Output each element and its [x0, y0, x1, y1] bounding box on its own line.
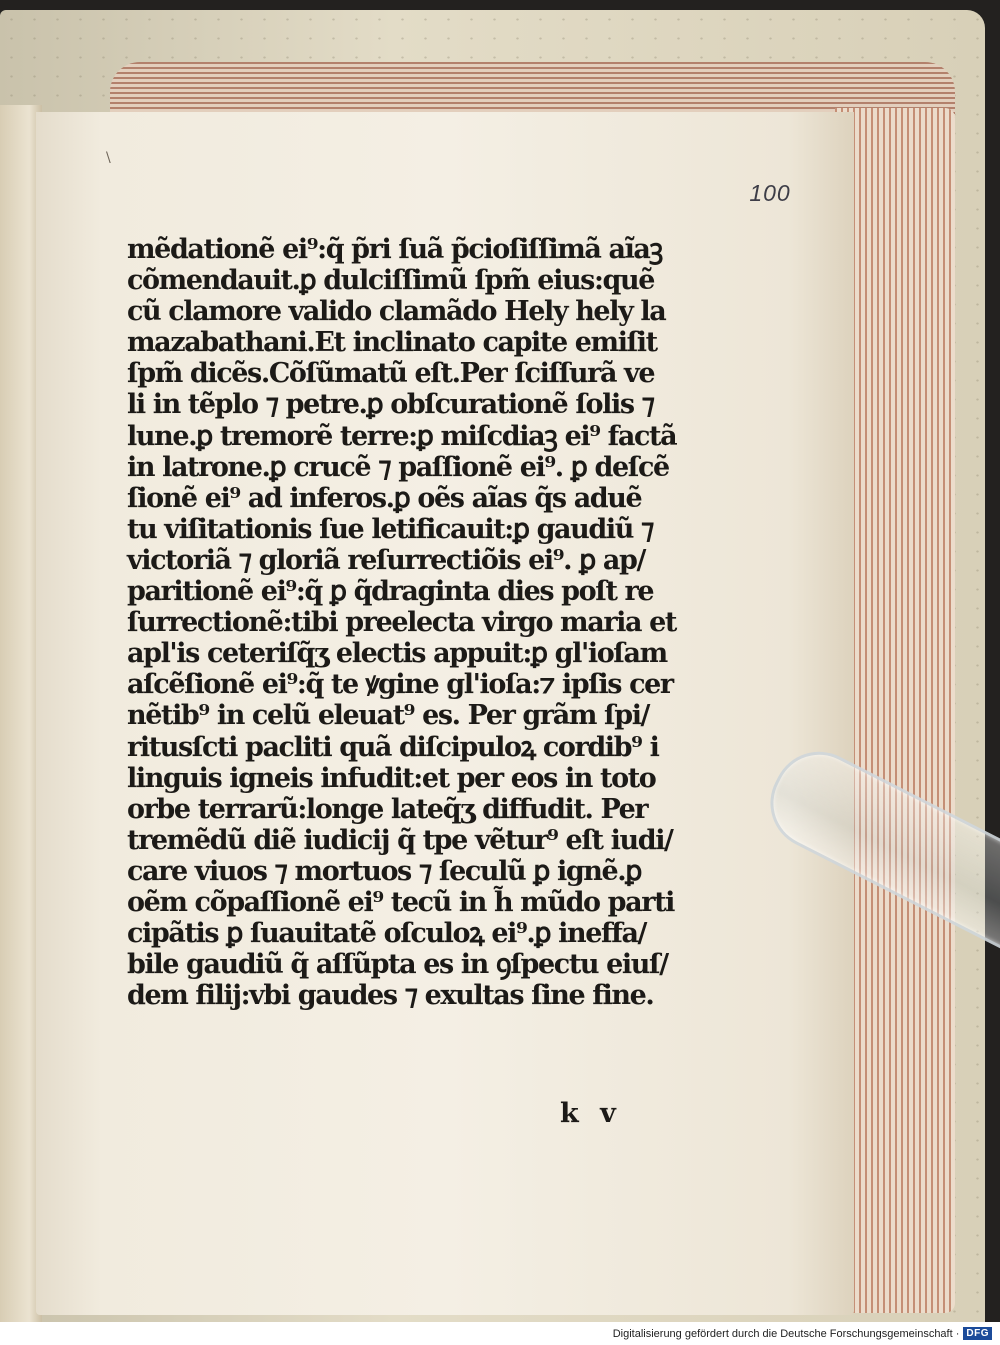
dfg-logo: DFG: [963, 1327, 992, 1340]
text-line: nẽtib⁹ in celũ eleuat⁹ es. Per grãm ſpi/: [127, 700, 650, 732]
text-line: dem filij:vbi gaudes ⁊ exultas ſine fine.: [127, 980, 654, 1012]
text-line: cõmendauit.ꝑ dulciſſimũ ſpm̃ eius:quẽ: [127, 265, 655, 297]
text-line: victoriã ⁊ gloriã reſurrectiõis ei⁹. ꝑ ap/: [127, 544, 645, 576]
text-line: paritionẽ ei⁹:q̃ ꝑ q̃draginta dies poſt re: [127, 576, 654, 608]
text-line: aſcẽſionẽ ei⁹:q̃ te ꝟgine gl'ioſa:⁊ ipſis cer: [127, 669, 673, 701]
text-line: orbe terrarũ:longe lateq̃ʒ diffudit. Per: [127, 793, 648, 825]
signature-mark: k v: [560, 1098, 622, 1129]
page-text-block: [127, 234, 687, 1011]
gutter-mark: \: [106, 150, 111, 166]
text-line: care viuos ⁊ mortuos ⁊ ſeculũ ꝑ ignẽ.ꝑ: [127, 855, 642, 887]
text-line: cipãtis ꝑ ſuauitatẽ oſculoꝝ ei⁹.ꝑ ineffa/: [127, 918, 646, 950]
credit-bar: [0, 1322, 1000, 1345]
folio-number: 100: [749, 180, 791, 206]
text-line: in latrone.ꝑ crucẽ ⁊ paſſionẽ ei⁹. ꝑ deſcẽ: [127, 451, 669, 483]
credit-text: Digitalisierung gefördert durch die Deutsche Forschungsgemeinschaft ·: [612, 1327, 960, 1340]
text-line: lune.ꝑ tremorẽ terre:ꝑ miſcdiaꝫ ei⁹ factã: [127, 420, 677, 452]
text-line: linguis igneis infudit:et per eos in toto: [127, 762, 656, 794]
text-line: oẽm cõpaſſionẽ ei⁹ tecũ in h̃ mũdo parti: [127, 886, 674, 918]
text-line: tu viſitationis ſue letificauit:ꝑ gaudiũ ⁊: [127, 513, 653, 545]
text-line: cũ clamore valido clamãdo Hely hely la: [127, 296, 666, 328]
text-line: tremẽdũ diẽ iudicij q̃ tpe vẽtur⁹ eſt iudi/: [127, 824, 673, 856]
text-line: ſionẽ ei⁹ ad inferos.ꝑ oẽs aĩas q̃s aduẽ: [127, 482, 642, 514]
text-line: li in tẽplo ⁊ petre.ꝑ obſcurationẽ ſolis ⁊: [127, 389, 654, 421]
text-line: ſurrectionẽ:tibi preelecta virgo maria et: [127, 607, 676, 639]
text-line: ſpm̃ dicẽs.Cõſũmatũ eſt.Per ſciſſurã ve: [127, 358, 655, 390]
text-line: apl'is ceteriſq̃ʒ electis appuit:ꝑ gl'ioſam: [127, 638, 667, 670]
text-line: mẽdationẽ ei⁹:q̃ p̃ri ſuã p̃cioſiſſimã aĩaꝫ: [127, 234, 662, 265]
text-line: bile gaudiũ q̃ aſſũpta es in ꝯſpectu eiuſ/: [127, 949, 668, 981]
text-line: mazabathani.Et inclinato capite emiſit: [127, 327, 657, 359]
text-line: ritusſcti pacliti quã diſcipuloꝝ cordib⁹ i: [127, 731, 659, 763]
